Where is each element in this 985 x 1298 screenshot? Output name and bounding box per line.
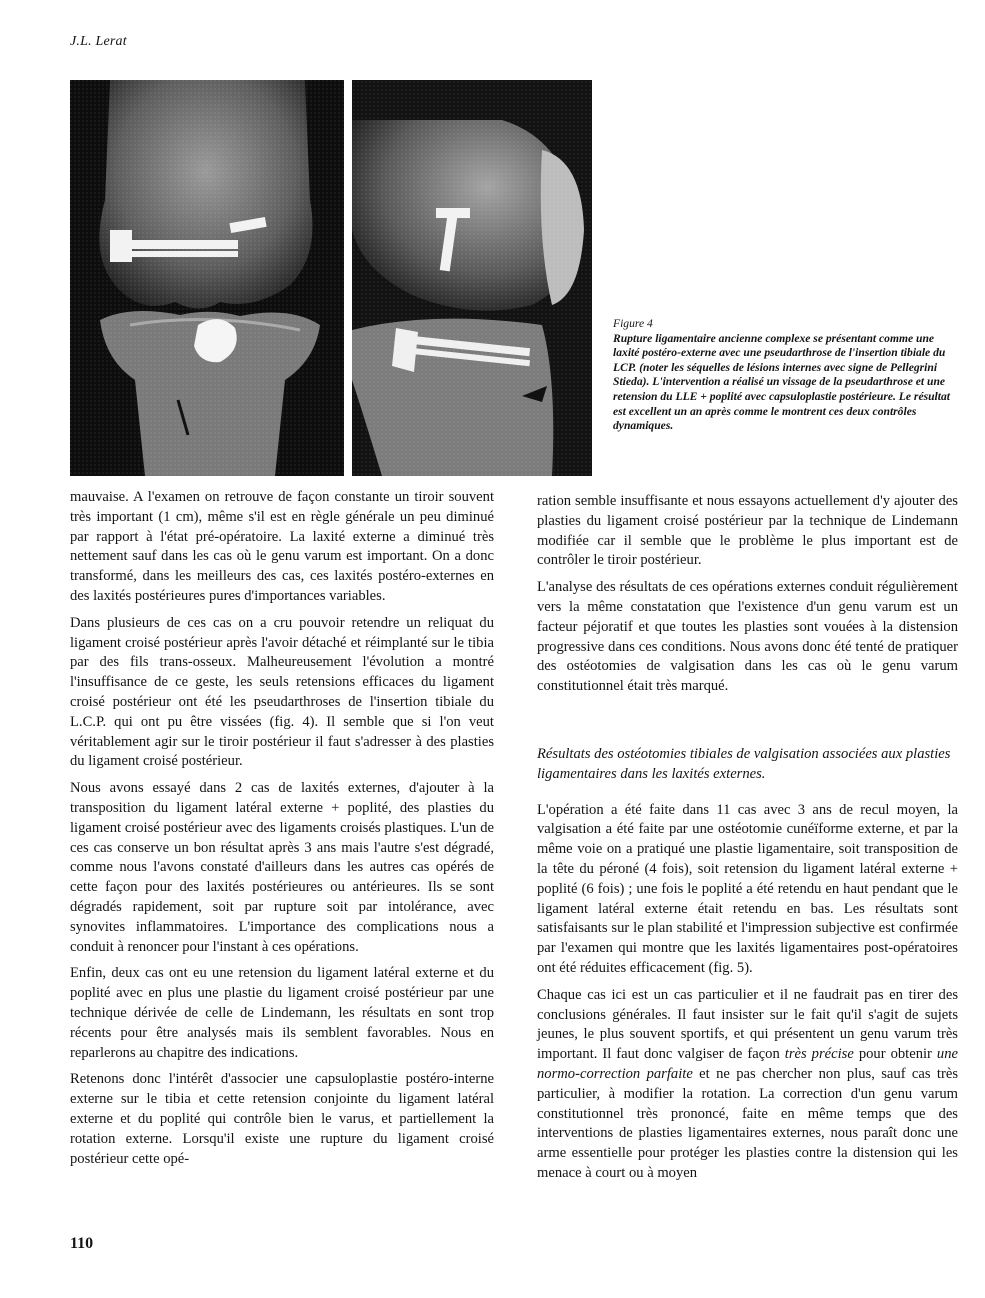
figure-caption-text: Rupture ligamentaire ancienne complexe se présentant comme une laxité postéro-externe avec une pseudarthrose de l'insertion tibiale du LCP. (noter les séquelles de lésions internes avec signe de Pellegrini Stieda). L'intervention a réalisé un vissage de la pseudarthrose et une retension du LLE + poplité avec capsuloplastie postérieure. Le résultat est excellent un an après comme le montrent ces deux contrôles dynamiques.: [613, 331, 951, 433]
section-subheading: Résultats des ostéotomies tibiales de valgisation associées aux plasties ligamentaires dans les laxités externes.: [537, 745, 951, 782]
left-column: [70, 488, 494, 1176]
paragraph: [537, 986, 958, 1184]
paragraph: ration semble insuffisante et nous essayons actuellement d'y ajouter des plasties du ligament croisé postérieur par la technique de Lindemann modifiée car il semble que le problème le plus important est de contrôler le tiroir postérieur.: [537, 493, 958, 569]
figure-title: Figure 4: [613, 317, 653, 330]
figure-caption: [613, 317, 958, 434]
xray-image-lateral-view: [352, 80, 592, 476]
paragraph: Enfin, deux cas ont eu une retension du ligament latéral externe et du poplité avec en plus une plastie du ligament croisé postérieur par une technique dérivée de celle de Lindemann, les résultats en sont trop récents pour être analysés mais ils semblent favorables. Nous en reparlerons au chapitre des indications.: [70, 965, 494, 1061]
emphasis-text: très précise: [784, 1046, 854, 1063]
page-number: 110: [70, 1235, 94, 1252]
paragraph: L'analyse des résultats de ces opérations externes conduit régulièrement vers la même constatation que l'existence d'un genu varum est un facteur péjoratif et que toutes les plasties sont vouées à la distension progressive dans ces conditions. Nous avons donc été tenté de pratiquer des ostéotomies de valgisation dans les cas où le genu varum constitutionnel était très marqué.: [537, 579, 958, 695]
paragraph-text: et ne pas chercher non plus, sauf cas très particulier, à modifier la rotation. La correction d'un genu varum constitutionnel très prononcé, faite en même temps que des interventions de plasties ligamentaires externes, nous paraît donc une arme essentielle pour protéger les plasties contre la distension qui les menace à court ou à moyen: [537, 1065, 958, 1181]
paragraph-text: Chaque cas ici est un cas particulier et il ne faudrait pas en tirer des conclusions générales. Il faut insister sur le fait qu'il s'agit de sujets jeunes, le plus souvent sportifs, et qui présentent un genu varum très important. Il faut donc valgiser de façon: [537, 986, 958, 1063]
paragraph-text: pour obtenir: [853, 1046, 937, 1063]
paragraph: L'opération a été faite dans 11 cas avec 3 ans de recul moyen, la valgisation a été faite par une ostéotomie cunéïforme externe, et par la même voie on a pratiqué une plastie ligamentaire, soit transposition de la tête du péroné (4 fois), soit retension du ligament latéral externe + poplité (6 fois) ; une fois le poplité a été retendu en haut pendant que le ligament latéral externe était retendu en bas. Les résultats sont satisfaisants sur le plan stabilité et l'impression subjective est confirmée par l'examen qui montre que les laxités ligamentaires post-opératoires ont été réduites efficacement (fig. 5).: [537, 801, 958, 976]
right-column: [537, 492, 958, 1191]
paragraph: mauvaise. A l'examen on retrouve de façon constante un tiroir souvent très important (1 cm), même s'il est en règle générale un peu diminué par rapport à l'état pré-opératoire. La laxité externe a diminué très nettement sauf dans les cas où le genu varum est important. On a donc transformé, dans les meilleurs des cas, ces laxités postéro-externes en des laxités postérieures pures d'importances variables.: [70, 489, 494, 604]
emphasis-text: une normo-correction parfaite: [537, 1046, 958, 1082]
running-head: J.L. Lerat: [70, 34, 127, 49]
xray-image-ap-view: [70, 80, 344, 476]
paragraph: Retenons donc l'intérêt d'associer une capsuloplastie postéro-interne externe sur le tibia et cette retension conjointe du ligament latéral externe et du poplité qui contrôle bien le varus, et partiellement la rotation externe. Lorsqu'il existe une rupture du ligament croisé postérieur cette opé-: [70, 1071, 494, 1167]
paragraph: Nous avons essayé dans 2 cas de laxités externes, d'ajouter à la transposition du ligament latéral externe + poplité, des plasties du ligament croisé postérieur avec des ligaments croisés plastiques. L'un de ces cas conserve un bon résultat après 3 ans mais l'autre s'est dégradé, comme nous l'avons constaté d'ailleurs dans les autres cas opérés de cette façon pour des laxités postérieures ou antérieures. Ils se sont dégradés rapidement, soit par rupture soit par intolérance, avec synovites inflammatoires. L'importance des complications nous a conduit à renoncer pour l'instant à ces opérations.: [70, 780, 494, 955]
paragraph: Dans plusieurs de ces cas on a cru pouvoir retendre un reliquat du ligament croisé postérieur après l'avoir détaché et réimplanté sur le tibia par des fils trans-osseux. Malheureusement l'évolution a montré l'insuffisance de ce geste, les seuls retensions efficaces du ligament croisé postérieur ont été les pseudarthroses de l'insertion tibiale du L.C.P. qui ont pu être vissées (fig. 4). Il semble que si l'on veut véritablement agir sur le tiroir postérieur il faut s'adresser à des plasties du ligament croisé postérieur.: [70, 614, 494, 770]
